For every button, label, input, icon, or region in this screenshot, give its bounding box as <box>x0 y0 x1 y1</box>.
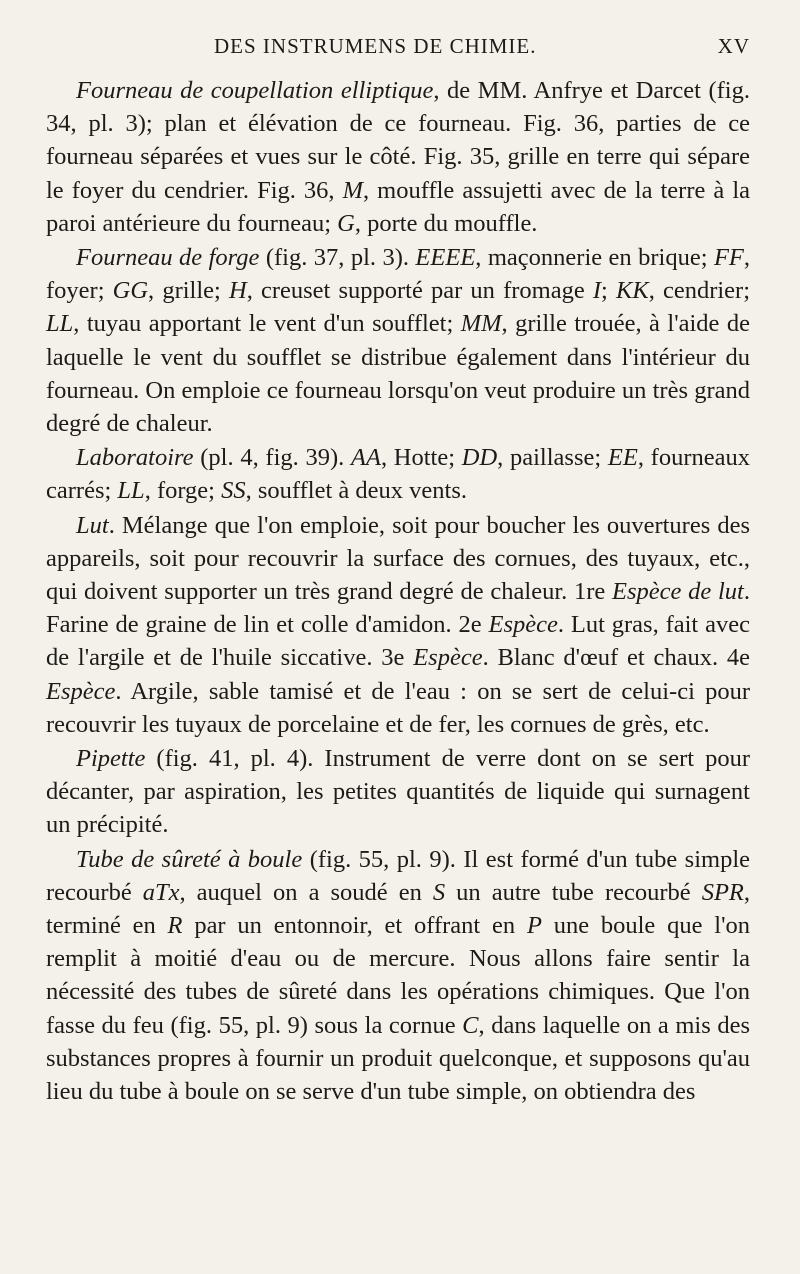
text-run: , creuset supporté par un fromage <box>246 277 593 305</box>
text-run: , Hotte; <box>380 444 462 472</box>
text-run: par un entonnoir, et offrant en <box>182 912 527 940</box>
italic-text: Fourneau de coupellation elliptique <box>76 77 434 104</box>
paragraph <box>46 241 750 440</box>
italic-text: EE <box>607 444 638 472</box>
text-run: , dans laquelle on a mis des substances propres à fournir un produit quelconque, et supposons qu'au lieu du tube à boule on se serve d'un tube simple, on obtiendra des <box>46 1011 750 1106</box>
text-run: . Lut gras, fait avec de l'argile et de l'huile siccative. 3e <box>46 611 750 672</box>
italic-text: DD <box>461 444 498 472</box>
italic-text: EEEE <box>415 244 476 272</box>
text-run: un autre tube recourbé <box>445 878 702 906</box>
text-run: , foyer; <box>46 244 750 305</box>
page-number: XV <box>717 34 750 58</box>
text-run: , forge; <box>144 477 222 505</box>
italic-text: P <box>526 912 542 940</box>
paragraph <box>46 742 750 842</box>
paragraph <box>46 441 750 507</box>
text-run: , paillasse; <box>497 444 608 472</box>
italic-text: Espèce <box>46 677 116 705</box>
text-run: , de MM. Anfrye et Darcet (fig. 34, pl. 3); plan et élévation de ce fourneau. Fig. 36, parties de ce fourneau séparées et vues sur le côté. Fig. 35, grille en terre qui sépare le foyer du cendrier. Fig. 36, <box>46 77 750 204</box>
italic-text: Espèce <box>488 611 558 639</box>
text-run: une boule que l'on remplit à moitié d'eau ou de mercure. Nous allons faire sentir la nécessité des tubes de sûreté dans les opérations chimiques. Que l'on fasse du feu (fig. 55, pl. 9) sous la cornue <box>46 912 750 1039</box>
running-title: DES INSTRUMENS DE CHIMIE. <box>214 34 537 58</box>
italic-text: M <box>342 176 364 204</box>
text-run: (fig. 37, pl. 3). <box>259 244 416 272</box>
text-run: , auquel on a soudé en <box>179 878 433 906</box>
italic-text: Espèce de lut <box>612 578 744 606</box>
text-run: . Farine de graine de lin et colle d'amidon. 2e <box>46 578 750 639</box>
text-run: , grille trouée, à l'aide de laquelle le vent du soufflet se distribue également dans l'intérieur du fourneau. On emploie ce fourneau lorsqu'on veut produire un très grand degré de chaleur. <box>46 310 750 438</box>
italic-text: Lut <box>76 511 109 539</box>
text-run: , maçonnerie en brique; <box>475 244 714 272</box>
running-header <box>46 34 750 74</box>
text-run: (fig. 41, pl. 4). Instrument de verre dont on se sert pour décanter, par aspiration, les petites quantités de liquide qui surnagent un précipité. <box>46 745 750 839</box>
italic-text: aTx <box>142 878 180 906</box>
italic-text: Laboratoire <box>76 444 194 472</box>
text-run: , porte du mouffle. <box>354 209 538 237</box>
text-run: , soufflet à deux vents. <box>245 477 467 505</box>
text-run: , tuyau apportant le vent d'un soufflet; <box>73 310 461 338</box>
text-run: (fig. 55, pl. 9). Il est formé d'un tube simple recourbé <box>46 845 750 906</box>
italic-text: R <box>167 912 183 940</box>
italic-text: G <box>337 209 355 237</box>
italic-text: LL <box>117 477 145 505</box>
paragraph <box>46 509 750 741</box>
italic-text: AA <box>351 444 381 472</box>
text-run: . Argile, sable tamisé et de l'eau : on se sert de celui-ci pour recouvrir les tuyaux de porcelaine et de fer, les cornues de grès, etc. <box>46 677 750 738</box>
paragraph <box>46 843 750 1109</box>
text-run: , fourneaux carrés; <box>46 444 750 505</box>
italic-text: SPR <box>701 878 744 906</box>
text-run: , grille; <box>148 277 229 305</box>
text-run: , cendrier; <box>648 277 751 305</box>
italic-text: Pipette <box>76 745 146 773</box>
italic-text: H <box>228 277 247 305</box>
italic-text: I <box>592 277 602 305</box>
italic-text: Espèce <box>413 644 483 672</box>
italic-text: MM <box>460 310 502 338</box>
italic-text: S <box>432 878 446 906</box>
text-run: , terminé en <box>46 878 751 940</box>
text-run: , mouffle assujetti avec de la terre à la paroi antérieure du fourneau; <box>46 176 751 237</box>
italic-text: SS <box>221 477 246 505</box>
italic-text: KK <box>616 277 649 305</box>
text-run: (pl. 4, fig. 39). <box>193 444 351 472</box>
italic-text: C <box>462 1011 479 1039</box>
text-run: ; <box>601 277 616 305</box>
italic-text: Fourneau de forge <box>76 244 260 272</box>
italic-text: Tube de sûreté à boule <box>76 845 303 873</box>
text-run: . Mélange que l'on emploie, soit pour boucher les ouvertures des appareils, soit pour recouvrir la surface des cornues, des tuyaux, etc., qui doivent supporter un très grand degré de chaleur. 1re <box>46 511 750 606</box>
italic-text: FF <box>713 244 744 272</box>
paragraph <box>46 74 750 240</box>
page-body <box>46 74 750 1108</box>
italic-text: LL <box>46 310 74 338</box>
text-run: . Blanc d'œuf et chaux. 4e <box>482 644 751 672</box>
italic-text: GG <box>112 277 149 305</box>
